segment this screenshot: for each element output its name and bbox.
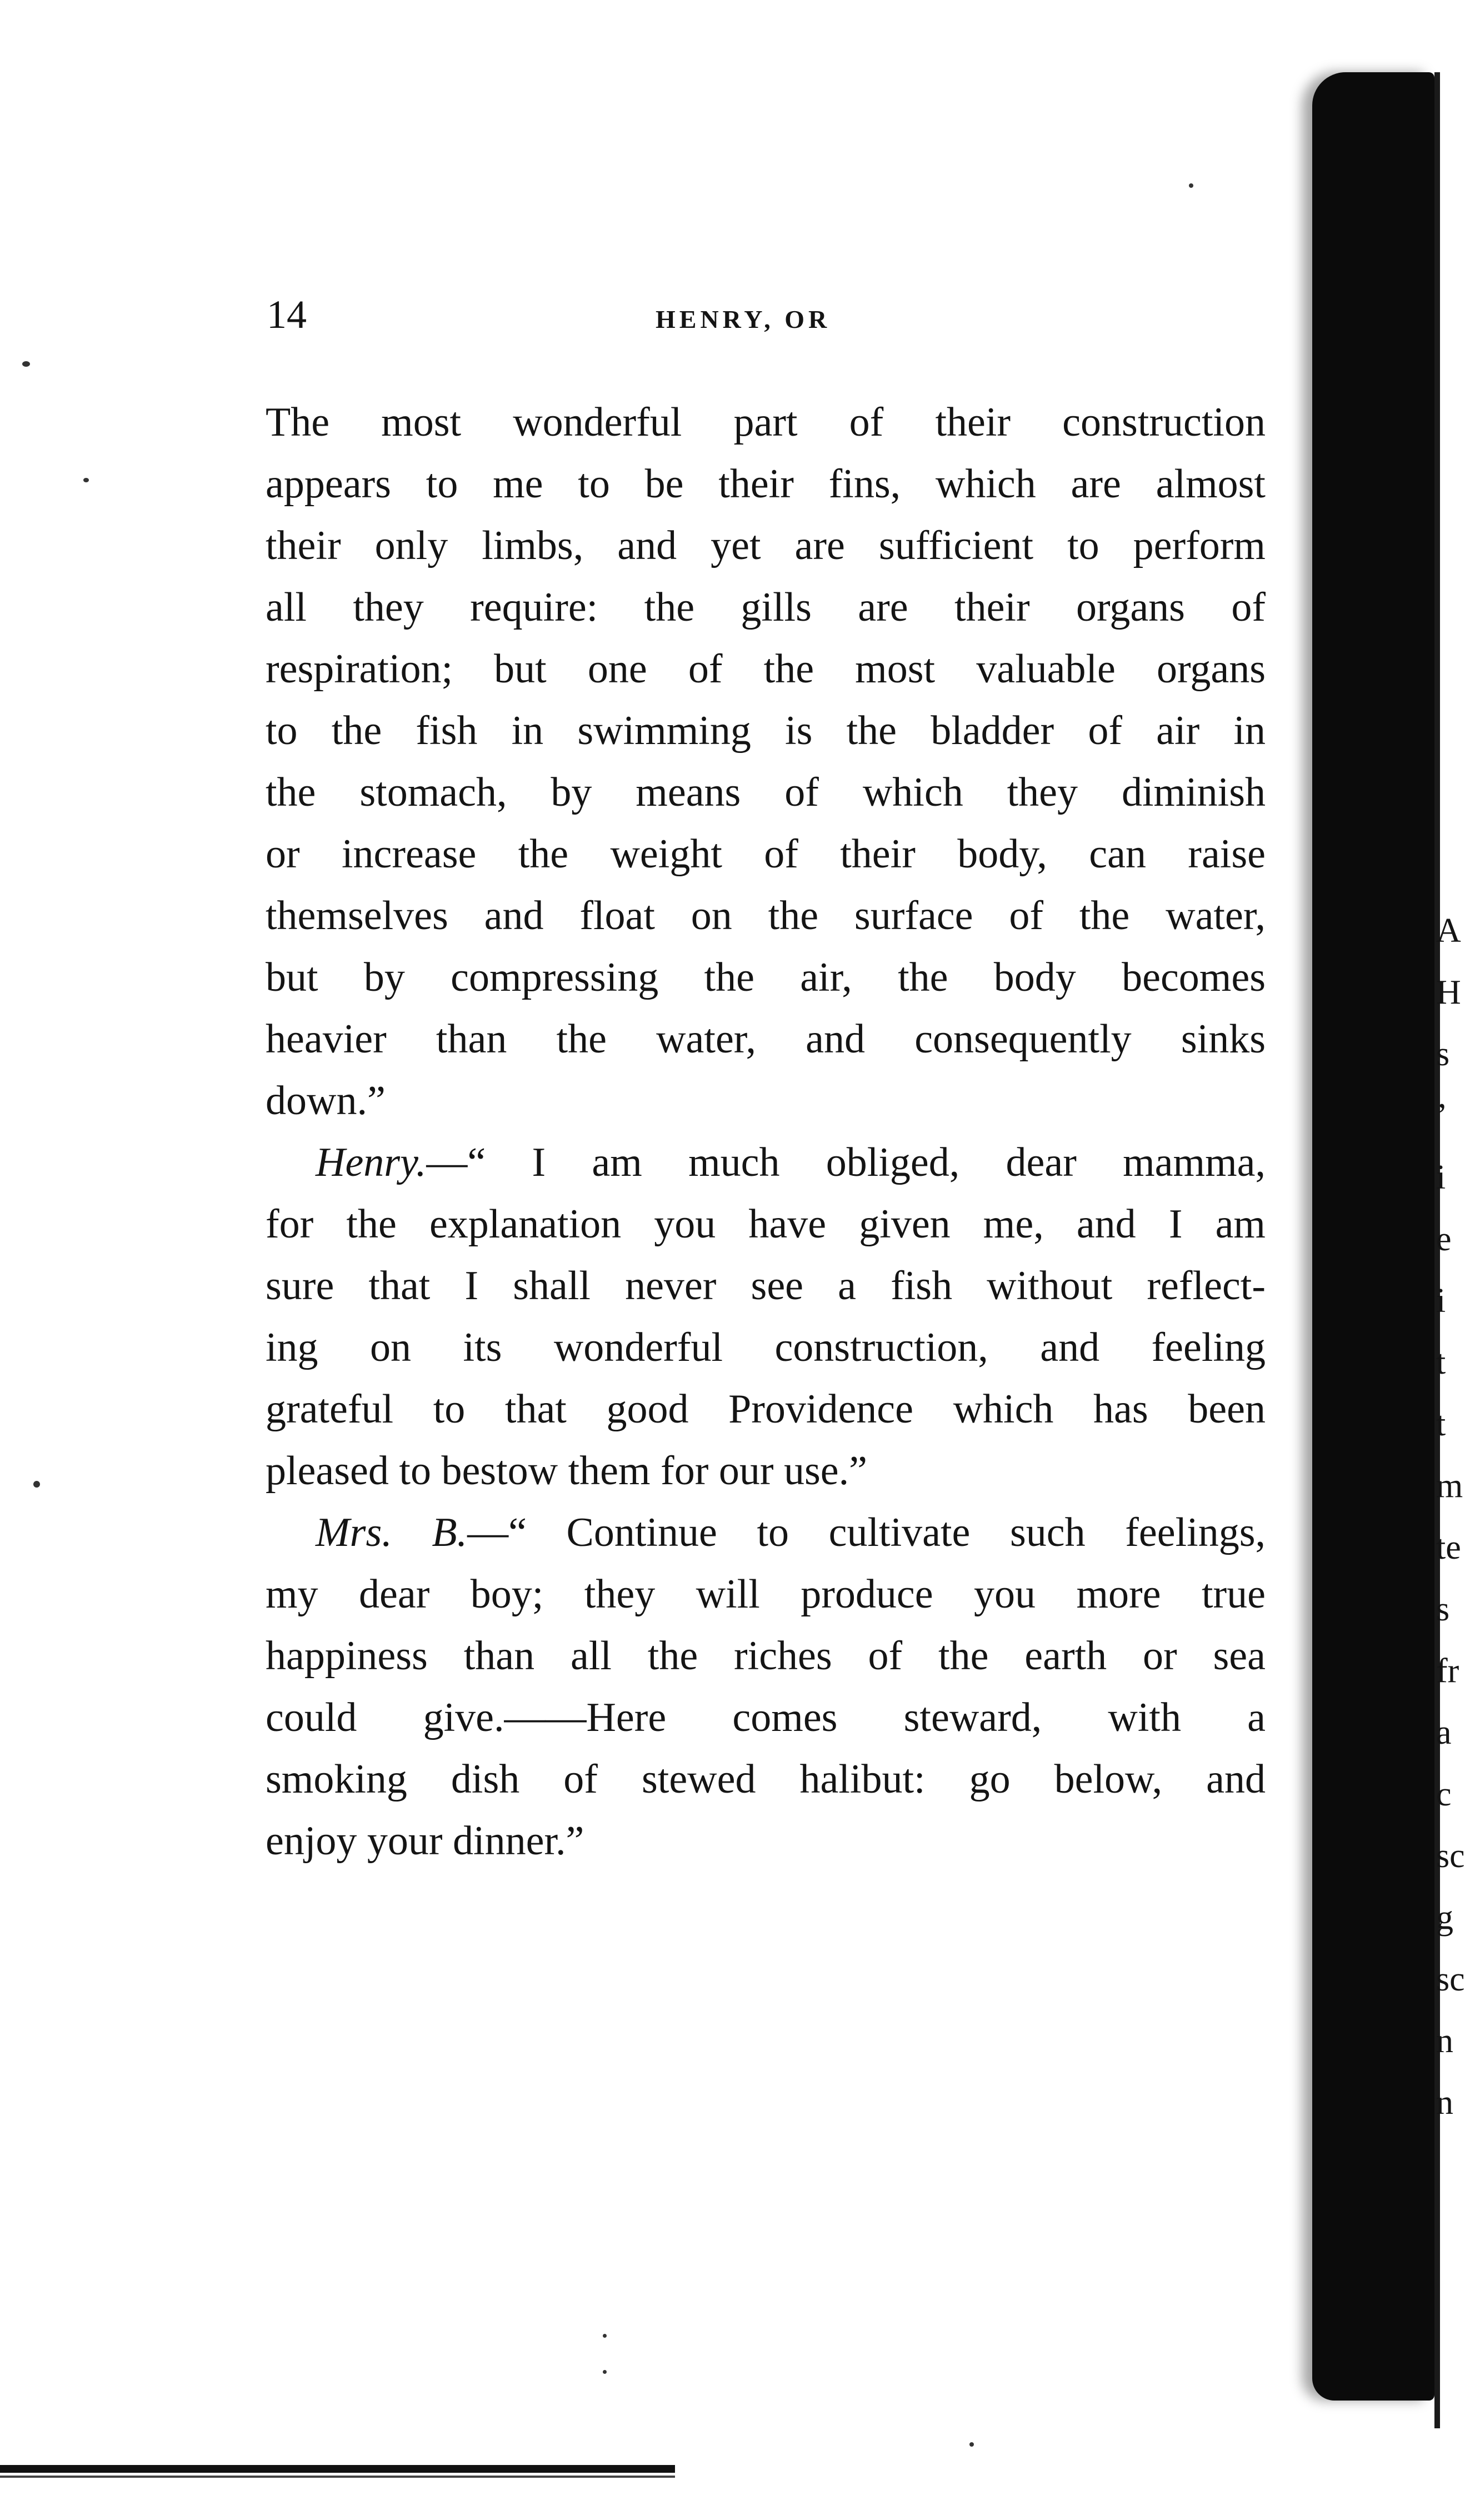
bottom-edge-rule <box>0 2465 675 2473</box>
text-line: pleased to bestow them for our use.” <box>266 1448 867 1494</box>
facing-page-letter: n <box>1436 2084 1453 2122</box>
scan-speck <box>22 361 30 367</box>
scan-speck <box>603 2370 607 2374</box>
facing-page-letter: c <box>1436 1775 1452 1813</box>
paragraph-fish-fins <box>266 392 1266 1132</box>
text-line <box>266 1132 1266 1194</box>
facing-page-letter: sc <box>1436 1837 1465 1875</box>
text-line: but by compressing the air, the body becomes <box>266 955 1266 1000</box>
facing-page-letter: g <box>1436 1899 1453 1937</box>
text-line: sure that I shall never see a fish without reflect- <box>266 1263 1266 1309</box>
text-line: smoking dish of stewed halibut: go below, and <box>266 1756 1266 1802</box>
bottom-edge-rule-thin <box>0 2476 675 2478</box>
facing-page-letter: i <box>1436 1282 1446 1320</box>
text-line: happiness than all the riches of the earth or sea <box>266 1633 1266 1679</box>
facing-page-letter: sc <box>1436 1960 1465 1998</box>
text-line: or increase the weight of their body, can raise <box>266 831 1266 877</box>
facing-page-letter: fr <box>1436 1652 1459 1690</box>
scan-speck <box>33 1481 40 1488</box>
text-line: themselves and float on the surface of the water, <box>266 893 1266 939</box>
text-line: heavier than the water, and consequently sinks <box>266 1016 1266 1062</box>
facing-page-letter: a <box>1436 1714 1452 1751</box>
speaker-mrs-b: Mrs. B. <box>316 1510 468 1555</box>
facing-page-letter: t <box>1436 1344 1446 1381</box>
facing-page-fragments <box>1436 900 1465 2134</box>
facing-page-letter: t <box>1436 1405 1446 1443</box>
page-number: 14 <box>267 292 307 337</box>
facing-page-letter: m <box>1436 1467 1463 1505</box>
facing-page-letter: i <box>1436 1159 1446 1196</box>
text-line: their only limbs, and yet are sufficient to perform <box>266 523 1266 568</box>
facing-page-letter: H <box>1436 974 1461 1011</box>
text-line: appears to me to be their fins, which are almost <box>266 461 1266 507</box>
body-text <box>266 392 1266 1872</box>
text-line: ing on its wonderful construction, and feeling <box>266 1325 1266 1370</box>
facing-page-letter: ’ <box>1436 1097 1448 1135</box>
paragraph-henry-reply <box>266 1132 1266 1502</box>
text-line: my dear boy; they will produce you more true <box>266 1571 1266 1617</box>
speech-text: —“ I am much obliged, dear mamma, <box>426 1140 1266 1185</box>
running-title: HENRY, OR <box>656 305 831 333</box>
text-line: the stomach, by means of which they diminish <box>266 770 1266 815</box>
scan-speck <box>603 2334 607 2338</box>
facing-page-letter: n <box>1436 2022 1453 2060</box>
facing-page-letter: s <box>1436 1590 1450 1628</box>
facing-page-letter: A <box>1436 912 1461 950</box>
text-line: grateful to that good Providence which has been <box>266 1386 1266 1432</box>
text-line: all they require: the gills are their organs of <box>266 585 1266 630</box>
scan-speck <box>1189 183 1193 188</box>
facing-page-letter: te <box>1436 1529 1461 1566</box>
facing-page-letter: e <box>1436 1220 1452 1258</box>
scan-speck <box>969 2442 974 2447</box>
text-line: The most wonderful part of their construction <box>266 400 1266 445</box>
paragraph-mrs-b-reply <box>266 1502 1266 1872</box>
speech-text: —“ Continue to cultivate such feelings, <box>467 1510 1266 1555</box>
binding-gutter-shadow <box>1312 72 1434 2401</box>
text-line: to the fish in swimming is the bladder of air in <box>266 708 1266 753</box>
scan-speck <box>83 478 89 482</box>
speaker-henry: Henry. <box>316 1140 427 1185</box>
text-line: for the explanation you have given me, and I am <box>266 1201 1266 1247</box>
text-line: respiration; but one of the most valuable organs <box>266 646 1266 692</box>
text-line: down.” <box>266 1078 386 1124</box>
text-line: enjoy your dinner.” <box>266 1818 584 1864</box>
text-line: could give.——Here comes steward, with a <box>266 1695 1266 1740</box>
text-line <box>266 1502 1266 1564</box>
facing-page-letter: s <box>1436 1035 1450 1073</box>
